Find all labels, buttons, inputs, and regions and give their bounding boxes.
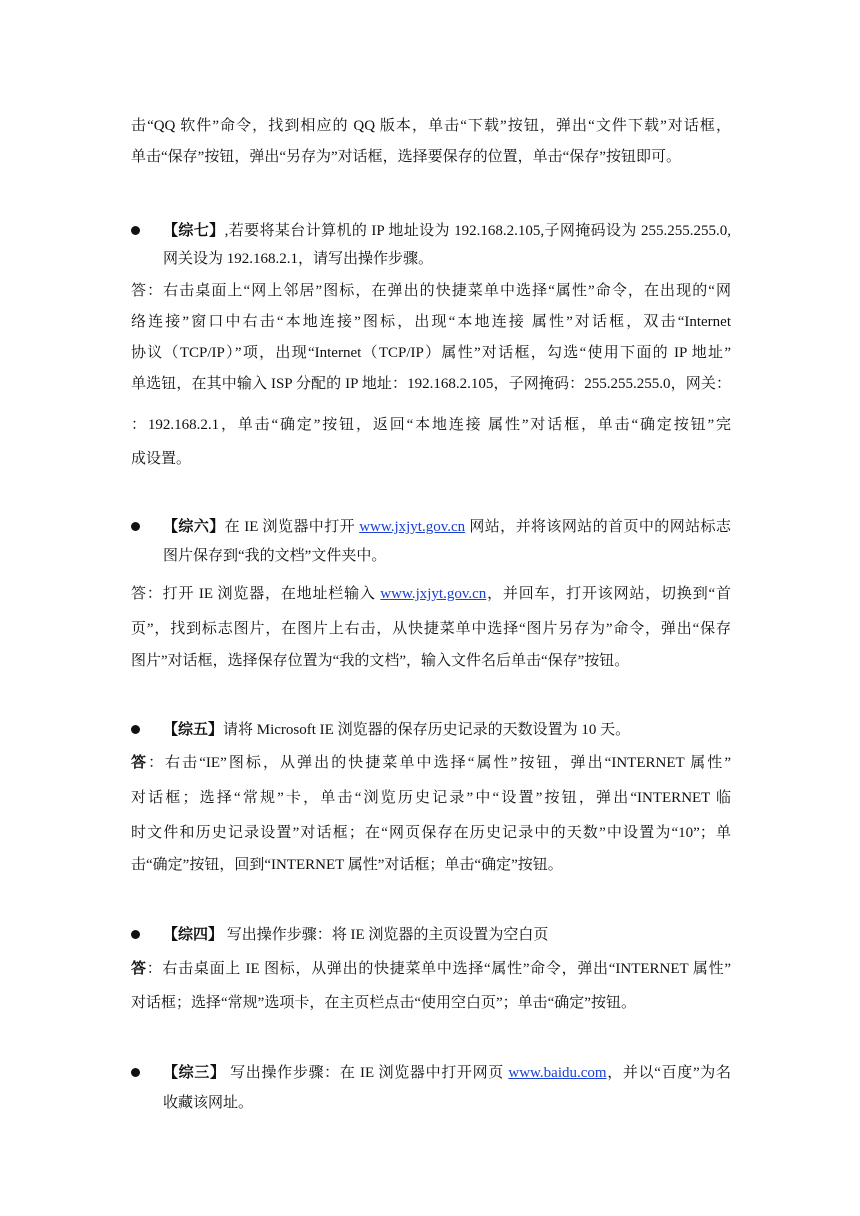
q4-tag: 【综四】 [163,927,224,943]
q6-question-post: 网站，并将该网站的首页中的网站标志 [465,519,731,535]
q4-question [163,926,731,944]
q7-answer-line-5: ：192.168.2.1，单击“确定”按钮，返回“本地连接 属性”对话框，单击“确定按钮”完 [131,417,731,433]
q6-answer-post: ，并回车，打开该网站，切换到“首 [486,586,731,602]
q5-answer-line-2: 对话框；选择“常规”卡，单击“浏览历史记录”中“设置”按钮，弹出“INTERNET 临 [131,790,731,806]
intro-line-2: 单击“保存”按钮，弹出“另存为”对话框，选择要保存的位置，单击“保存”按钮即可。 [131,149,681,165]
q6-question-line-2: 图片保存到“我的文档”文件夹中。 [163,548,387,564]
q5-tag: 【综五】 [163,722,224,738]
q3-question-post: ，并以“百度”为名 [606,1065,731,1081]
intro-line-1: 击“QQ 软件”命令，找到相应的 QQ 版本，单击“下载”按钮，弹出“文件下载”对话框， [131,118,731,134]
bullet-icon [131,522,140,531]
q7-answer-line-1: 答：右击桌面上“网上邻居”图标，在弹出的快捷菜单中选择“属性”命令，在出现的“网 [131,283,731,299]
bullet-icon [131,1068,140,1077]
q7-question-text: ,若要将某台计算机的 IP 地址设为 192.168.2.105,子网掩码设为 255.255.255.0, [224,223,731,239]
q6-question-line-1 [163,518,731,536]
q6-tag: 【综六】 [163,519,225,535]
bullet-icon [131,725,140,734]
bullet-icon [131,930,140,939]
q7-answer-line-4: 单选钮，在其中输入 ISP 分配的 IP 地址：192.168.2.105，子网掩码：255.255.255.0，网关： [131,376,731,392]
q6-answer-pre: 答：打开 IE 浏览器，在地址栏输入 [131,586,381,602]
q5-question-text: 请将 Microsoft IE 浏览器的保存历史记录的天数设置为 10 天。 [223,722,631,738]
q4-answer-text: ：右击桌面上 IE 图标，从弹出的快捷菜单中选择“属性”命令，弹出“INTERNET 属性” [146,961,731,977]
q3-question-line-1 [163,1064,731,1082]
q5-answer-text: ：右击“IE”图标，从弹出的快捷菜单中选择“属性”按钮，弹出“INTERNET 属性” [148,755,731,771]
q6-answer-line-1 [131,585,731,603]
q5-answer-line-4: 击“确定”按钮，回到“INTERNET 属性”对话框；单击“确定”按钮。 [131,857,563,873]
q7-answer-line-2: 络连接”窗口中右击“本地连接”图标，出现“本地连接 属性”对话框，双击“Internet [131,314,731,330]
q5-answer-line-3: 时文件和历史记录设置”对话框；在“网页保存在历史记录中的天数”中设置为“10”；单 [131,825,731,841]
q5-question [163,721,731,739]
q4-question-text: 写出操作步骤：将 IE 浏览器的主页设置为空白页 [223,927,549,943]
q7-question-line-1 [163,222,731,240]
q7-tag: 【综七】 [163,223,225,239]
q7-question-line-2: 网关设为 192.168.2.1，请写出操作步骤。 [163,251,434,267]
q5-answer-line-1 [131,754,731,772]
q6-link[interactable]: www.jxjyt.gov.cn [359,519,466,535]
q7-answer-line-3: 协议（TCP/IP）”项，出现“Internet（TCP/IP）属性”对话框，勾选“使用下面的 IP 地址” [131,345,731,361]
q3-question-line-2: 收藏该网址。 [163,1095,254,1111]
q3-question-pre: 写出操作步骤：在 IE 浏览器中打开网页 [225,1065,509,1081]
q6-answer-line-3: 图片”对话框，选择保存位置为“我的文档”，输入文件名后单击“保存”按钮。 [131,653,630,669]
q3-link[interactable]: www.baidu.com [508,1065,607,1081]
q6-question-pre: 在 IE 浏览器中打开 [224,519,360,535]
bullet-icon [131,226,140,235]
q4-answer-line-1 [131,960,731,978]
q4-answer-line-2: 对话框；选择“常规”选项卡，在主页栏点击“使用空白页”；单击“确定”按钮。 [131,995,636,1011]
q6-answer-link[interactable]: www.jxjyt.gov.cn [380,586,487,602]
q3-tag: 【综三】 [163,1065,226,1081]
q6-answer-line-2: 页”，找到标志图片，在图片上右击，从快捷菜单中选择“图片另存为”命令，弹出“保存 [131,621,731,637]
q5-answer-label: 答 [131,755,149,771]
q7-answer-line-6: 成设置。 [131,451,192,467]
q4-answer-label: 答 [131,961,147,977]
